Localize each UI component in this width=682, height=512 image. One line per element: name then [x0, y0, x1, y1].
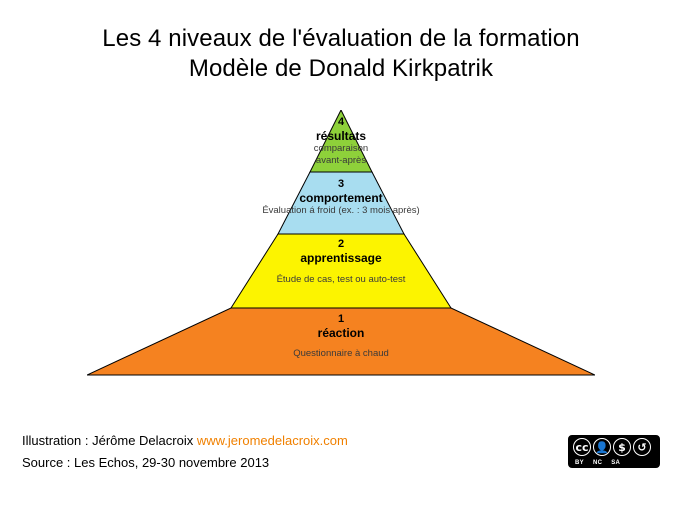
source-credit: Source : Les Echos, 29-30 novembre 2013: [22, 455, 270, 470]
level-4-name: résultats: [315, 129, 367, 143]
cc-badge-icons: [569, 436, 659, 458]
level-4-number: 4: [337, 116, 345, 128]
level-3-desc-line-1: Évaluation á froid (ex. : 3 mois après): [262, 205, 420, 216]
creative-commons-badge[interactable]: [568, 435, 660, 468]
level-4-desc-line-1: comparaison: [313, 143, 369, 154]
level-3-name: comportement: [299, 191, 383, 205]
footer-credits: [22, 430, 348, 474]
by-person-icon: 👤: [593, 438, 611, 456]
title-line-1: Les 4 niveaux de l'évaluation de la formation: [102, 25, 580, 52]
cc-label-nc: NC: [592, 460, 603, 466]
pyramid-level-1-shape[interactable]: [87, 308, 595, 375]
pyramid-level-4-shape[interactable]: [310, 110, 372, 172]
cc-icon: cc: [573, 438, 591, 456]
illustration-website-link[interactable]: www.jeromedelacroix.com: [196, 433, 348, 448]
cc-badge-labels: [569, 458, 659, 468]
page-title: [0, 24, 682, 84]
pyramid-level-3-shape[interactable]: [278, 172, 404, 234]
cc-label-by: BY: [575, 460, 584, 466]
nc-no-money-icon: $: [613, 438, 631, 456]
level-1-name: réaction: [317, 326, 365, 340]
pyramid-level-2-shape[interactable]: [231, 234, 451, 308]
level-3-number: 3: [337, 178, 345, 190]
illustration-label: Illustration : Jérôme Delacroix: [22, 433, 197, 448]
cc-label-sa: SA: [611, 460, 621, 466]
pyramid-shape: [87, 110, 595, 376]
level-2-desc-line-1: Étude de cas, test ou auto-test: [276, 274, 406, 285]
sa-share-alike-icon: ↺: [633, 438, 651, 456]
level-1-number: 1: [337, 313, 345, 325]
level-4-desc-line-2: avant-après: [315, 155, 367, 166]
level-2-number: 2: [337, 238, 345, 250]
title-line-2: Modèle de Donald Kirkpatrik: [188, 55, 494, 82]
level-1-desc-line-1: Questionnaire à chaud: [293, 348, 389, 359]
illustration-credit: [22, 430, 348, 452]
kirkpatrick-pyramid: [87, 110, 595, 376]
level-2-name: apprentissage: [300, 251, 382, 265]
